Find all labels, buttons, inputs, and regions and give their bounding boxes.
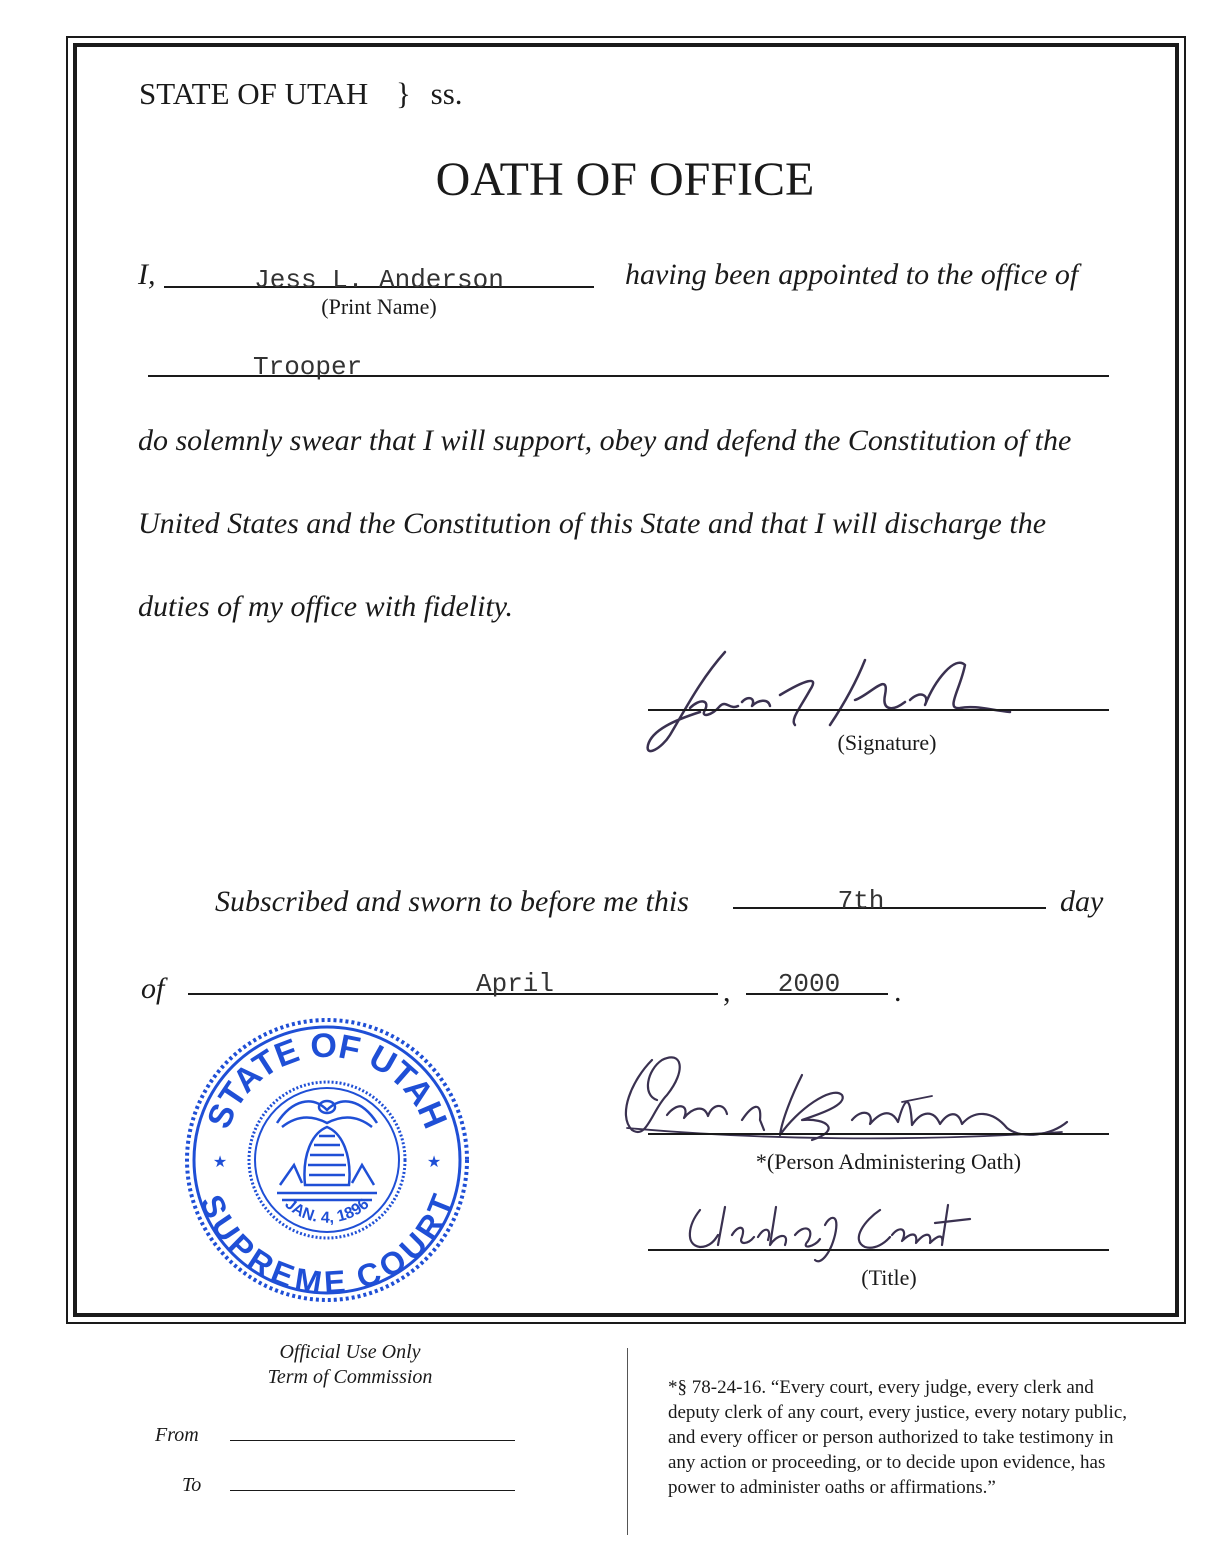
supreme-court-seal: [182, 1015, 472, 1305]
i-label: I,: [138, 258, 156, 291]
title-line: [648, 1249, 1109, 1251]
administering-caption: *(Person Administering Oath): [755, 1149, 1022, 1174]
title-handwriting: [680, 1195, 1000, 1265]
print-name-value: Jess L. Anderson: [254, 265, 504, 295]
month-comma: ,: [723, 975, 731, 1008]
statute-line: and every officer or person authorized to take testimony in: [668, 1427, 1114, 1448]
seal-top-text: STATE OF UTAH: [199, 1026, 455, 1134]
beehive-eagle-emblem: [277, 1101, 377, 1200]
statute-line: power to administer oaths or affirmations.”: [668, 1477, 996, 1498]
statute-line: deputy clerk of any court, every justice, every notary public,: [668, 1402, 1127, 1423]
oath-body-line-3: duties of my office with fidelity.: [138, 590, 513, 623]
from-line: [230, 1440, 515, 1441]
official-use-label: Official Use Only: [279, 1341, 421, 1363]
state-name: STATE OF UTAH: [139, 76, 369, 111]
day-label: day: [1060, 885, 1104, 918]
subscribed-intro: Subscribed and sworn to before me this: [215, 885, 689, 918]
to-line: [230, 1490, 515, 1491]
statute-note: [668, 1375, 1127, 1500]
brace: }: [396, 76, 411, 111]
seal-date-text: JAN. 4, 1896: [281, 1195, 373, 1227]
page-title: OATH OF OFFICE: [435, 153, 815, 206]
from-label: From: [155, 1424, 199, 1446]
year-period: .: [894, 975, 902, 1008]
footer-divider: [627, 1348, 628, 1535]
administering-line: [648, 1133, 1109, 1135]
seal-star-left: ★: [212, 1154, 228, 1171]
ss-abbrev: ss.: [430, 76, 463, 111]
signature-caption: (Signature): [837, 730, 937, 755]
signature-line: [648, 709, 1109, 711]
print-name-caption: (Print Name): [321, 294, 437, 319]
seal-bottom-text: SUPREME COURT: [193, 1189, 461, 1301]
month-value: April: [475, 969, 554, 999]
day-value: 7th: [837, 886, 885, 916]
office-value: Trooper: [253, 352, 363, 382]
year-value: 2000: [777, 969, 841, 999]
term-of-commission-label: Term of Commission: [267, 1366, 433, 1388]
state-heading: [139, 76, 463, 112]
to-label: To: [182, 1474, 202, 1496]
oath-body-line-2: United States and the Constitution of this State and that I will discharge the: [138, 507, 1047, 540]
statute-line: *§ 78-24-16. “Every court, every judge, every clerk and: [668, 1377, 1094, 1398]
appointed-text: having been appointed to the office of: [625, 258, 1079, 291]
seal-star-right: ★: [426, 1154, 442, 1171]
title-caption: (Title): [861, 1265, 917, 1290]
of-label: of: [141, 972, 165, 1005]
oath-body-line-1: do solemnly swear that I will support, obey and defend the Constitution of the: [138, 424, 1072, 457]
statute-line: any action or proceeding, or to decide upon evidence, has: [668, 1452, 1106, 1473]
